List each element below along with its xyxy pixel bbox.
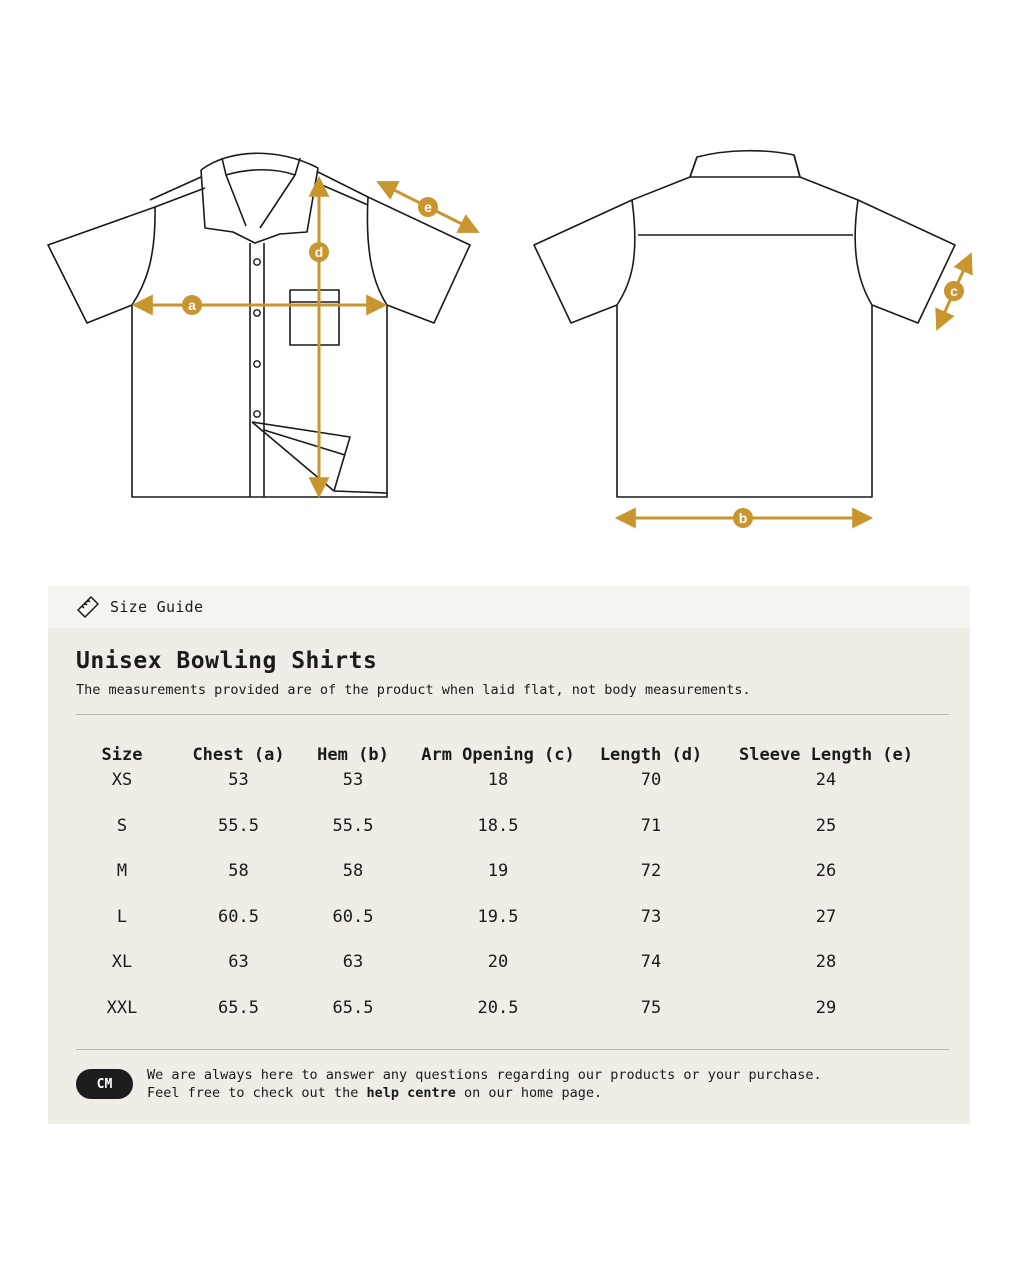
divider-top <box>76 714 949 715</box>
shirt-back-outline <box>534 151 955 497</box>
table-cell: M <box>116 861 128 881</box>
col-header: Length (d) <box>599 745 703 765</box>
measure-label-d <box>309 242 329 262</box>
help-text-line2 <box>147 1084 822 1102</box>
size-guide-label: Size Guide <box>110 598 204 616</box>
table-cell: 65.5 <box>218 997 259 1018</box>
help-text-pre: Feel free to check out the <box>147 1085 367 1101</box>
table-row <box>76 952 949 998</box>
help-centre-link[interactable]: help centre <box>366 1085 456 1101</box>
table-row <box>76 770 949 816</box>
svg-text:b: b <box>738 510 748 526</box>
ruler-icon <box>76 595 100 619</box>
measure-label-a <box>182 295 202 315</box>
table-cell: 18.5 <box>477 815 519 836</box>
table-cell: S <box>116 815 128 836</box>
size-guide-panel <box>48 628 970 1124</box>
table-cell: 65.5 <box>332 997 374 1018</box>
table-cell: XS <box>111 770 133 790</box>
table-cell: 55.5 <box>218 815 259 836</box>
table-cell: 74 <box>640 952 662 972</box>
table-cell: 72 <box>640 861 662 881</box>
table-row <box>76 861 949 907</box>
help-text <box>147 1066 822 1102</box>
table-cell: 26 <box>815 861 837 881</box>
table-cell: 53 <box>228 770 249 790</box>
table-cell: 71 <box>640 815 662 836</box>
front-buttons <box>254 259 260 417</box>
table-cell: 53 <box>342 770 364 790</box>
cm-unit-badge[interactable]: CM <box>76 1069 133 1099</box>
help-text-post: on our home page. <box>455 1085 603 1101</box>
table-cell: 58 <box>342 861 364 881</box>
table-cell: 63 <box>228 952 249 972</box>
size-guide-header <box>48 586 970 628</box>
col-header: Sleeve Length (e) <box>739 745 913 765</box>
table-cell: 60.5 <box>332 906 374 927</box>
table-cell: 25 <box>815 815 837 836</box>
guide-title: Unisex Bowling Shirts <box>76 648 378 674</box>
col-header: Size <box>101 745 143 765</box>
size-table <box>76 740 949 1043</box>
shirt-measurement-diagram <box>0 0 1020 560</box>
table-cell: 24 <box>815 770 837 790</box>
help-footer <box>76 1066 949 1102</box>
svg-text:e: e <box>424 199 432 215</box>
table-cell: 73 <box>640 906 662 927</box>
col-header: Hem (b) <box>317 745 389 765</box>
table-cell: 70 <box>640 770 662 790</box>
table-cell: 58 <box>228 861 249 881</box>
table-header-row <box>76 740 949 770</box>
table-cell: 27 <box>815 906 837 927</box>
table-cell: 18 <box>487 770 509 790</box>
help-text-line1: We are always here to answer any questions regarding our products or your purchase. <box>147 1067 822 1083</box>
svg-text:d: d <box>314 244 324 260</box>
table-cell: 20.5 <box>477 997 519 1018</box>
table-row <box>76 907 949 953</box>
measure-lines <box>136 180 970 518</box>
guide-subtitle: The measurements provided are of the product when laid flat, not body measurements. <box>76 682 751 698</box>
svg-text:c: c <box>950 283 958 299</box>
table-cell: 19 <box>487 861 509 881</box>
col-header: Arm Opening (c) <box>421 745 575 765</box>
table-cell: 55.5 <box>332 815 374 836</box>
table-cell: 75 <box>640 997 662 1018</box>
divider-bottom <box>76 1049 949 1050</box>
col-header: Chest (a) <box>192 745 285 765</box>
table-cell: 63 <box>342 952 364 972</box>
table-cell: XL <box>111 952 133 972</box>
table-cell: 28 <box>815 952 837 972</box>
table-cell: L <box>116 906 128 927</box>
table-cell: 29 <box>815 997 837 1018</box>
table-row <box>76 816 949 862</box>
table-cell: 20 <box>487 952 509 972</box>
measure-label-e <box>418 197 438 217</box>
shirt-front-outline <box>48 153 470 497</box>
table-row <box>76 998 949 1044</box>
measure-label-b <box>733 508 753 528</box>
table-cell: 19.5 <box>477 906 519 927</box>
svg-text:a: a <box>188 297 196 313</box>
table-cell: 60.5 <box>218 906 259 927</box>
measure-label-c <box>944 281 964 301</box>
table-cell: XXL <box>106 997 138 1018</box>
